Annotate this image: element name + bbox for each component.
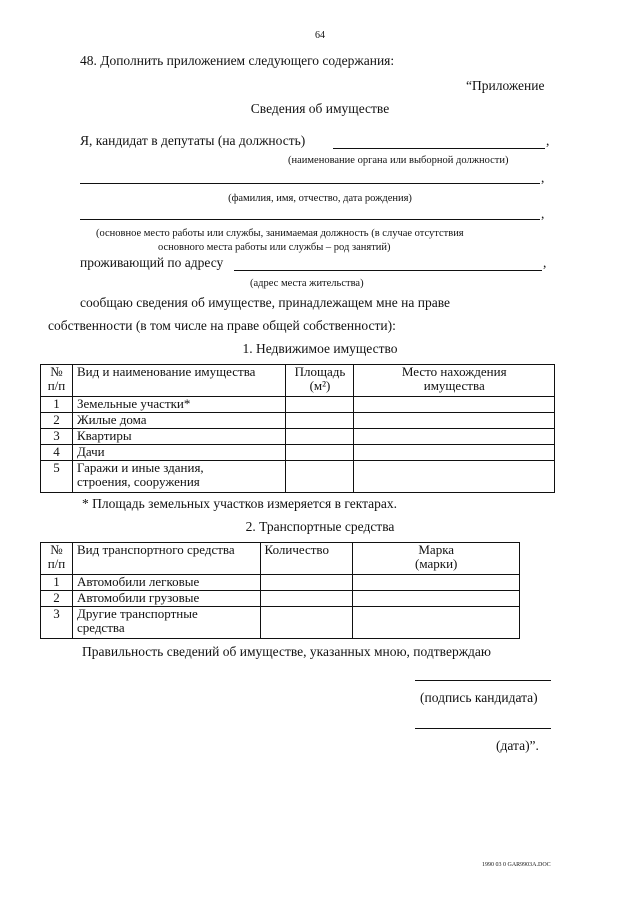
brand-cell (353, 575, 520, 591)
brand-cell (353, 607, 520, 639)
header-vehicle-type: Вид транспортного средства (72, 543, 260, 575)
document-title: Сведения об имуществе (250, 101, 390, 116)
name-blank-line (80, 183, 540, 184)
caption-name: (фамилия, имя, отчество, дата рождения) (228, 193, 412, 204)
table-row (41, 461, 555, 493)
location-cell (354, 429, 555, 445)
quantity-cell (260, 607, 353, 639)
real-estate-table (40, 364, 555, 493)
area-cell (286, 445, 354, 461)
header-num: № п/п (41, 365, 73, 397)
vehicles-header-row (41, 543, 520, 575)
header-quantity: Количество (260, 543, 353, 575)
property-name: Жилые дома (72, 413, 286, 429)
area-cell (286, 461, 354, 493)
property-name: Дачи (72, 445, 286, 461)
area-cell (286, 429, 354, 445)
header-property-type: Вид и наименование имущества (72, 365, 286, 397)
row-number: 1 (41, 397, 73, 413)
signature-line (415, 680, 551, 681)
table-row (41, 445, 555, 461)
area-cell (286, 413, 354, 429)
vehicles-title: 2. Транспортные средства (245, 519, 395, 534)
item-heading: 48. Дополнить приложением следующего содержания: (80, 53, 395, 68)
table-row (41, 575, 520, 591)
row-number: 3 (41, 607, 73, 639)
table-row (41, 591, 520, 607)
row-number: 5 (41, 461, 73, 493)
caption-workplace-1: (основное место работы или службы, занимаемая должность (в случае отсутствия (96, 228, 464, 239)
location-cell (354, 445, 555, 461)
row-number: 2 (41, 591, 73, 607)
real-estate-header-row (41, 365, 555, 397)
confirmation-text: Правильность сведений об имуществе, указанных мною, подтверждаю (82, 644, 491, 659)
table-row (41, 413, 555, 429)
real-estate-title: 1. Недвижимое имущество (242, 341, 398, 356)
row-number: 2 (41, 413, 73, 429)
vehicle-name: Автомобили легковые (72, 575, 260, 591)
vehicle-name: Другие транспортные средства (72, 607, 260, 639)
date-caption: (дата)”. (496, 738, 539, 753)
property-name: Земельные участки* (72, 397, 286, 413)
address-label: проживающий по адресу (80, 255, 224, 270)
date-line (415, 728, 551, 729)
area-cell (286, 397, 354, 413)
header-location: Место нахождения имущества (354, 365, 555, 397)
table-row (41, 397, 555, 413)
location-cell (354, 397, 555, 413)
area-footnote: * Площадь земельных участков измеряется в гектарах. (82, 496, 398, 511)
candidate-position-label: Я, кандидат в депутаты (на должность) (80, 133, 306, 148)
property-name: Квартиры (72, 429, 286, 445)
location-cell (354, 413, 555, 429)
workplace-blank-line (80, 219, 540, 220)
vehicles-table (40, 542, 520, 639)
header-area: Площадь (м²) (286, 365, 354, 397)
header-num: № п/п (41, 543, 73, 575)
row-number: 1 (41, 575, 73, 591)
caption-workplace-2: основного места работы или службы – род занятий) (158, 242, 391, 253)
comma-3: , (541, 206, 545, 221)
comma-1: , (546, 133, 550, 148)
caption-address: (адрес места жительства) (250, 278, 364, 289)
vehicle-name: Автомобили грузовые (72, 591, 260, 607)
page-number: 64 (315, 30, 325, 41)
quantity-cell (260, 575, 353, 591)
property-name: Гаражи и иные здания, строения, сооружения (72, 461, 286, 493)
row-number: 4 (41, 445, 73, 461)
table-row (41, 607, 520, 639)
body-line-2: собственности (в том числе на праве общей собственности): (48, 318, 396, 333)
brand-cell (353, 591, 520, 607)
footer-file-code: 1990 03 0 GAR9903A.DOC (482, 862, 551, 868)
comma-2: , (541, 170, 545, 185)
address-blank-line (234, 270, 542, 271)
quantity-cell (260, 591, 353, 607)
appendix-label: “Приложение (466, 78, 545, 93)
comma-4: , (543, 255, 547, 270)
row-number: 3 (41, 429, 73, 445)
caption-position: (наименование органа или выборной должности) (288, 155, 509, 166)
body-line-1: сообщаю сведения об имуществе, принадлежащем мне на праве (80, 295, 450, 310)
table-row (41, 429, 555, 445)
header-brand: Марка (марки) (353, 543, 520, 575)
signature-caption: (подпись кандидата) (420, 690, 538, 705)
location-cell (354, 461, 555, 493)
position-blank-line (333, 148, 545, 149)
